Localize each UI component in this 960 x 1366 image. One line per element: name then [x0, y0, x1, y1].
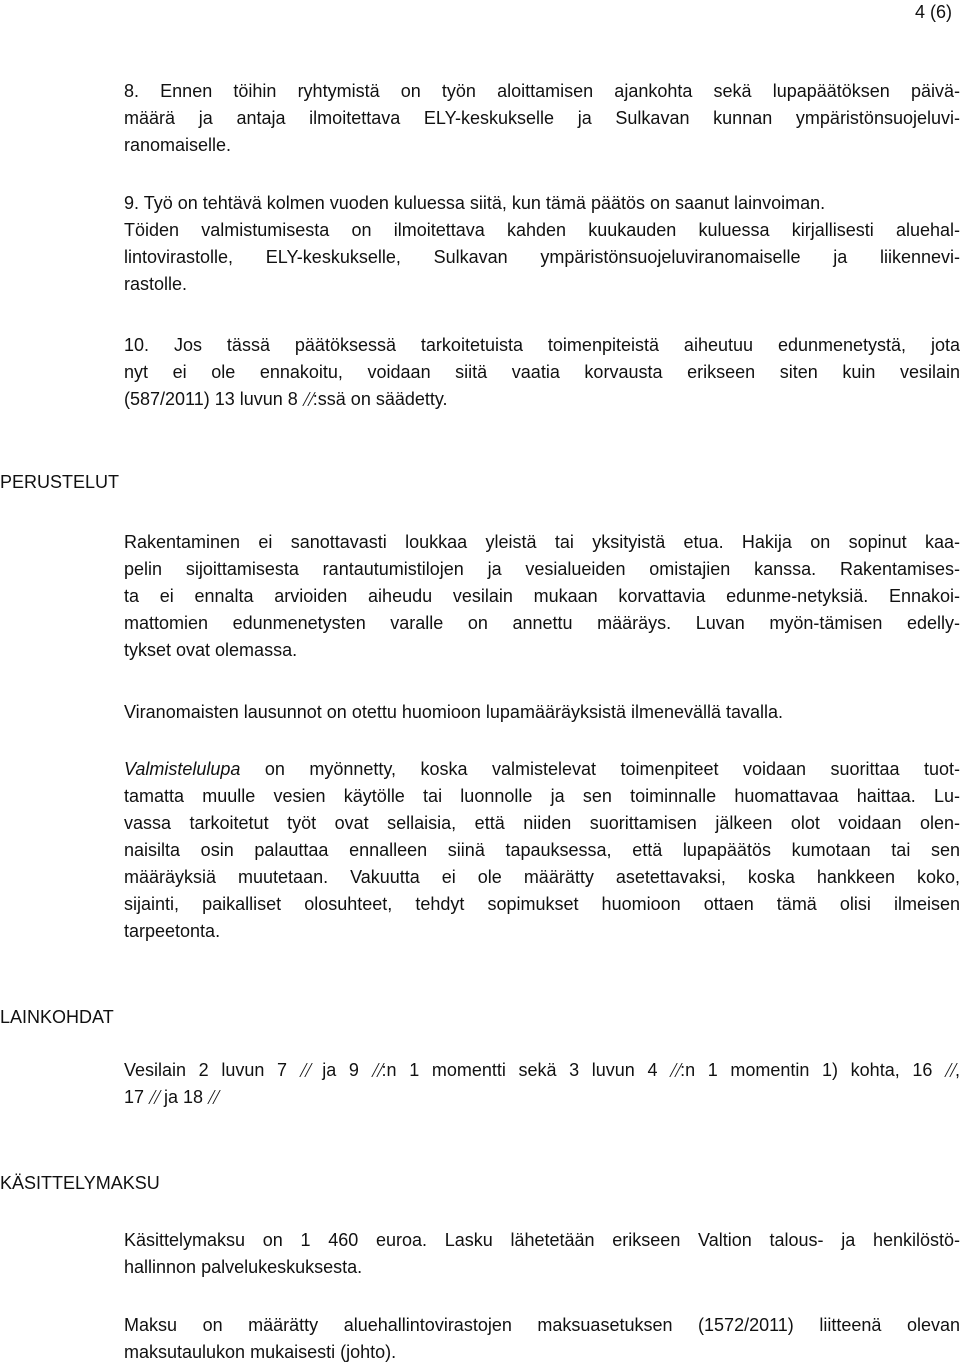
item-10	[124, 332, 960, 413]
perustelut-line: naisilta osin palauttaa ennalleen siinä tapauksessa, että lupapäätös kumotaan tai sen	[124, 840, 960, 860]
text-run: (587/2011) 13 luvun 8	[124, 389, 303, 409]
section-sign-icon	[149, 1088, 159, 1106]
perustelut-line	[124, 756, 960, 783]
perustelut-line: ta ei ennalta arvioiden aiheudu vesilain mukaan korvattavia edunme-netyksiä. Ennakoi-	[124, 586, 960, 606]
text-run: :n 1 momentin 1) kohta, 16	[680, 1060, 945, 1080]
kasittelymaksu-p1	[124, 1227, 960, 1281]
item-10-line: 10. Jos tässä päätöksessä tarkoitetuista toimenpiteistä aiheutuu edunmenetystä, jota	[124, 335, 960, 355]
kasittelymaksu-line: maksutaulukon mukaisesti (johto).	[124, 1342, 397, 1362]
item-10-line: nyt ei ole ennakoitu, voidaan siitä vaatia korvausta erikseen siten kuin vesilain	[124, 362, 960, 382]
item-10-line	[124, 386, 960, 413]
kasittelymaksu-line: Maksu on määrätty aluehallintovirastojen maksuasetuksen (1572/2011) liitteenä olevan	[124, 1315, 960, 1335]
lainkohdat-line	[124, 1084, 960, 1111]
item-9	[124, 190, 960, 298]
item-9-line: rastolle.	[124, 274, 188, 294]
item-9-line: 9. Työ on tehtävä kolmen vuoden kuluessa siitä, kun tämä päätös on saanut lainvoiman.	[124, 193, 826, 213]
perustelut-line: määräyksiä muutetaan. Vakuutta ei ole määrätty asetettavaksi, koska hankkeen koko,	[124, 867, 960, 887]
perustelut-heading: PERUSTELUT	[0, 472, 120, 492]
text-run: 17	[124, 1087, 150, 1107]
perustelut-p3	[124, 756, 960, 945]
text-run: ja 9	[309, 1060, 372, 1080]
perustelut-line: Rakentaminen ei sanottavasti loukkaa yleistä tai yksityistä etua. Hakija on sopinut kaa-	[124, 532, 960, 552]
text-run: :ssä on säädetty.	[312, 389, 448, 409]
text-run: ja 18	[159, 1087, 209, 1107]
kasittelymaksu-p2	[124, 1312, 960, 1366]
section-sign-icon	[303, 390, 313, 408]
item-9-line: lintovirastolle, ELY-keskukselle, Sulkavan ympäristönsuojeluviranomaiselle ja liikennevi-	[124, 247, 960, 267]
perustelut-p1	[124, 529, 960, 664]
perustelut-line: tarpeetonta.	[124, 921, 221, 941]
text-run: ,	[955, 1060, 960, 1080]
section-sign-icon	[208, 1088, 218, 1106]
perustelut-line: mattomien edunmenetysten varalle on annettu määräys. Luvan myön-tämisen edelly-	[124, 613, 960, 633]
section-sign-icon	[945, 1061, 955, 1079]
italic-term: Valmistelulupa	[124, 759, 241, 779]
page-number: 4 (6)	[914, 2, 952, 22]
item-9-line: Töiden valmistumisesta on ilmoitettava kahden kuukauden kuluessa kirjallisesti aluehal-	[124, 220, 960, 240]
perustelut-line: Viranomaisten lausunnot on otettu huomioon lupamääräyksistä ilmenevällä tavalla.	[124, 702, 784, 722]
text-run: :n 1 momentti sekä 3 luvun 4	[381, 1060, 671, 1080]
item-8-line: määrä ja antaja ilmoitettava ELY-keskukselle ja Sulkavan kunnan ympäristönsuojeluvi-	[124, 108, 960, 128]
perustelut-line: pelin sijoittamisesta rantautumistilojen ja vesialueiden omistajien kanssa. Rakentamises-	[124, 559, 960, 579]
perustelut-line: tykset ovat olemassa.	[124, 640, 298, 660]
text-run: on myönnetty, koska valmistelevat toimenpiteet voidaan suorittaa tuot-	[240, 759, 960, 779]
lainkohdat-text	[124, 1057, 960, 1111]
item-8-line: ranomaiselle.	[124, 135, 232, 155]
text-run: Vesilain 2 luvun 7	[124, 1060, 300, 1080]
section-sign-icon	[670, 1061, 680, 1079]
item-8	[124, 78, 960, 159]
kasittelymaksu-line: hallinnon palvelukeskuksesta.	[124, 1257, 363, 1277]
perustelut-line: sijainti, paikalliset olosuhteet, tehdyt sopimukset huomioon ottaen tämä olisi ilmeisen	[124, 894, 960, 914]
section-sign-icon	[300, 1061, 310, 1079]
section-sign-icon	[372, 1061, 382, 1079]
kasittelymaksu-line: Käsittelymaksu on 1 460 euroa. Lasku lähetetään erikseen Valtion talous- ja henkilöstö-	[124, 1230, 960, 1250]
perustelut-p2	[124, 699, 960, 726]
perustelut-line: tamatta muulle vesien käytölle tai luonnolle ja sen toiminnalle huomattavaa haittaa. Lu-	[124, 786, 960, 806]
kasittelymaksu-heading: KÄSITTELYMAKSU	[0, 1173, 160, 1193]
lainkohdat-line	[124, 1057, 960, 1084]
item-8-line: 8. Ennen töihin ryhtymistä on työn aloittamisen ajankohta sekä lupapäätöksen päivä-	[124, 81, 960, 101]
perustelut-line: vassa tarkoitetut työt ovat sellaisia, että niiden suorittamisen jälkeen olot voidaan olen-	[124, 813, 960, 833]
lainkohdat-heading: LAINKOHDAT	[0, 1007, 114, 1027]
